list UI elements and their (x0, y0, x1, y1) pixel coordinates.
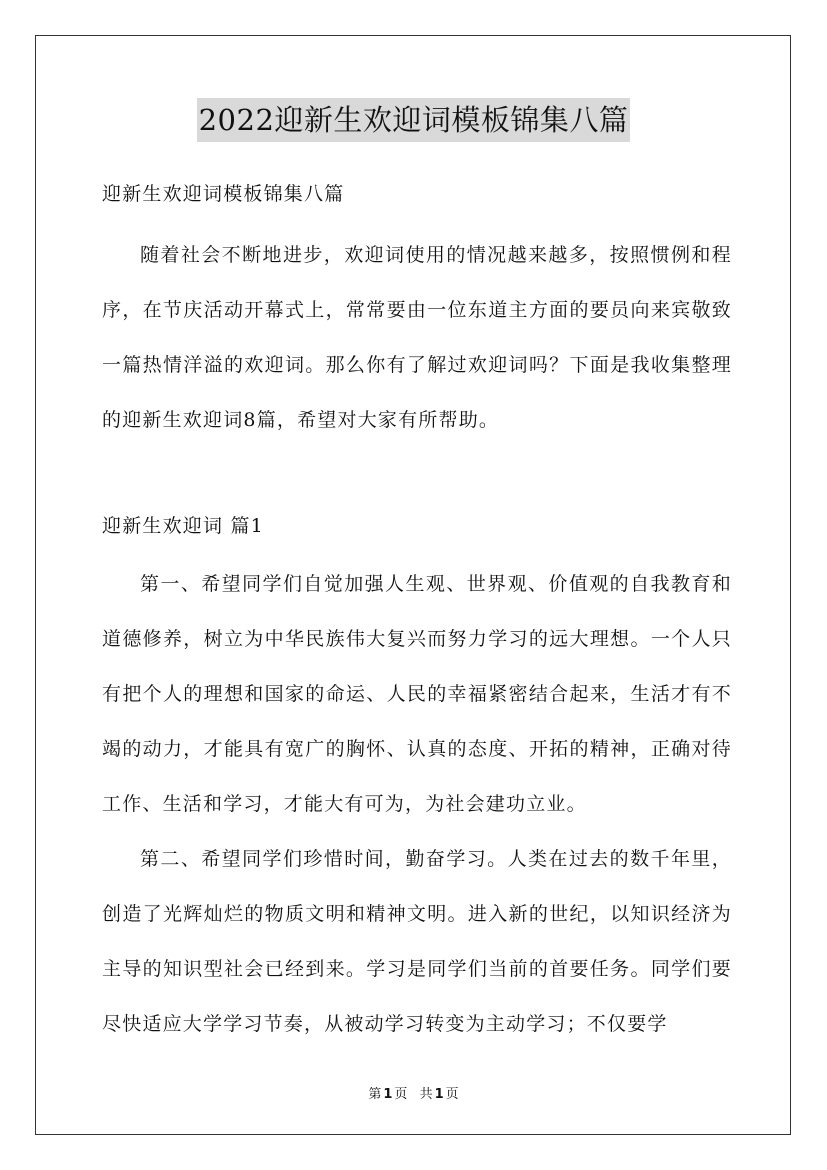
page-num: 1 (383, 1087, 393, 1102)
section-heading: 迎新生欢迎词 篇1 (102, 515, 264, 537)
total-prefix: 共 (419, 1087, 433, 1102)
page-footer (0, 1083, 827, 1102)
total-suffix: 页 (445, 1087, 459, 1102)
page-prefix: 第 (368, 1087, 382, 1102)
document-subtitle: 迎新生欢迎词模板锦集八篇 (102, 183, 345, 205)
page-total (416, 1087, 463, 1102)
section-paragraph: 第一、希望同学们自觉加强人生观、世界观、价值观的自我教育和道德修养，树立为中华民族伟大复兴而努力学习的远大理想。一个人只有把个人的理想和国家的命运、人民的幸福紧密结合起来，生活才有不竭的动力，才能具有宽广的胸怀、认真的态度、开拓的精神，正确对待工作、生活和学习，才能大有可为，为社会建功立业。 (102, 573, 732, 815)
page-number (364, 1087, 411, 1102)
document-title: 2022迎新生欢迎词模板锦集八篇 (197, 98, 631, 142)
document-body (102, 174, 732, 1052)
page-suffix: 页 (394, 1087, 408, 1102)
section-paragraph: 第二、希望同学们珍惜时间，勤奋学习。人类在过去的数千年里，创造了光辉灿烂的物质文明和精神文明。进入新的世纪，以知识经济为主导的知识型社会已经到来。学习是同学们当前的首要任务。同学们要尽快适应大学学习节奏，从被动学习转变为主动学习；不仅要学 (102, 848, 732, 1035)
title-container (0, 98, 827, 142)
intro-paragraph: 随着社会不断地进步，欢迎词使用的情况越来越多，按照惯例和程序，在节庆活动开幕式上，常常要由一位东道主方面的要员向来宾敬致一篇热情洋溢的欢迎词。那么你有了解过欢迎词吗？下面是我收集整理的迎新生欢迎词8篇，希望对大家有所帮助。 (102, 244, 732, 431)
total-num: 1 (434, 1087, 444, 1102)
